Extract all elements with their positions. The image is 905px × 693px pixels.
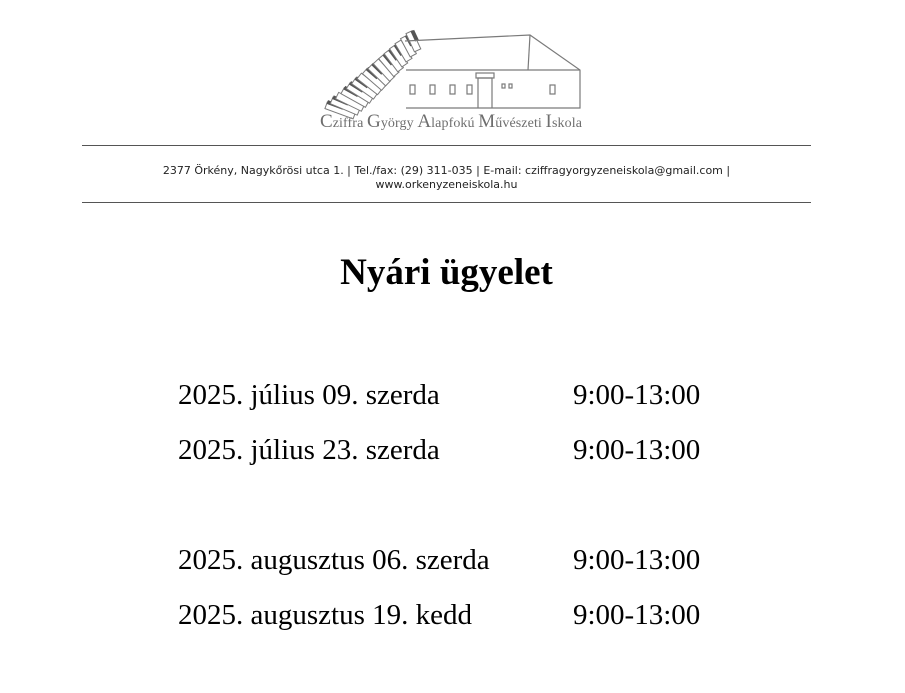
header-top-rule	[82, 145, 811, 146]
schedule-date: 2025. augusztus 06. szerda	[178, 544, 490, 576]
page-title: Nyári ügyelet	[340, 252, 553, 293]
school-building-icon	[405, 35, 580, 108]
contact-info	[82, 164, 811, 192]
schedule-date: 2025. július 09. szerda	[178, 379, 440, 411]
schedule-time: 9:00-13:00	[573, 434, 701, 466]
schedule-time: 9:00-13:00	[573, 379, 701, 411]
header-bottom-rule	[82, 202, 811, 203]
school-name: Cziffra György Alapfokú Művészeti Iskola	[319, 111, 583, 132]
piano-keys-icon	[325, 30, 421, 119]
contact-line-website: www.orkenyzeneiskola.hu	[375, 178, 518, 191]
schedule-date: 2025. augusztus 19. kedd	[178, 599, 472, 631]
schedule-time: 9:00-13:00	[573, 544, 701, 576]
schedule-date: 2025. július 23. szerda	[178, 434, 440, 466]
schedule-time: 9:00-13:00	[573, 599, 701, 631]
contact-line-address: 2377 Örkény, Nagykőrösi utca 1. | Tel./fax: (29) 311-035 | E-mail: cziffragyorgyzeneiskola@gmail.com |	[162, 164, 731, 177]
